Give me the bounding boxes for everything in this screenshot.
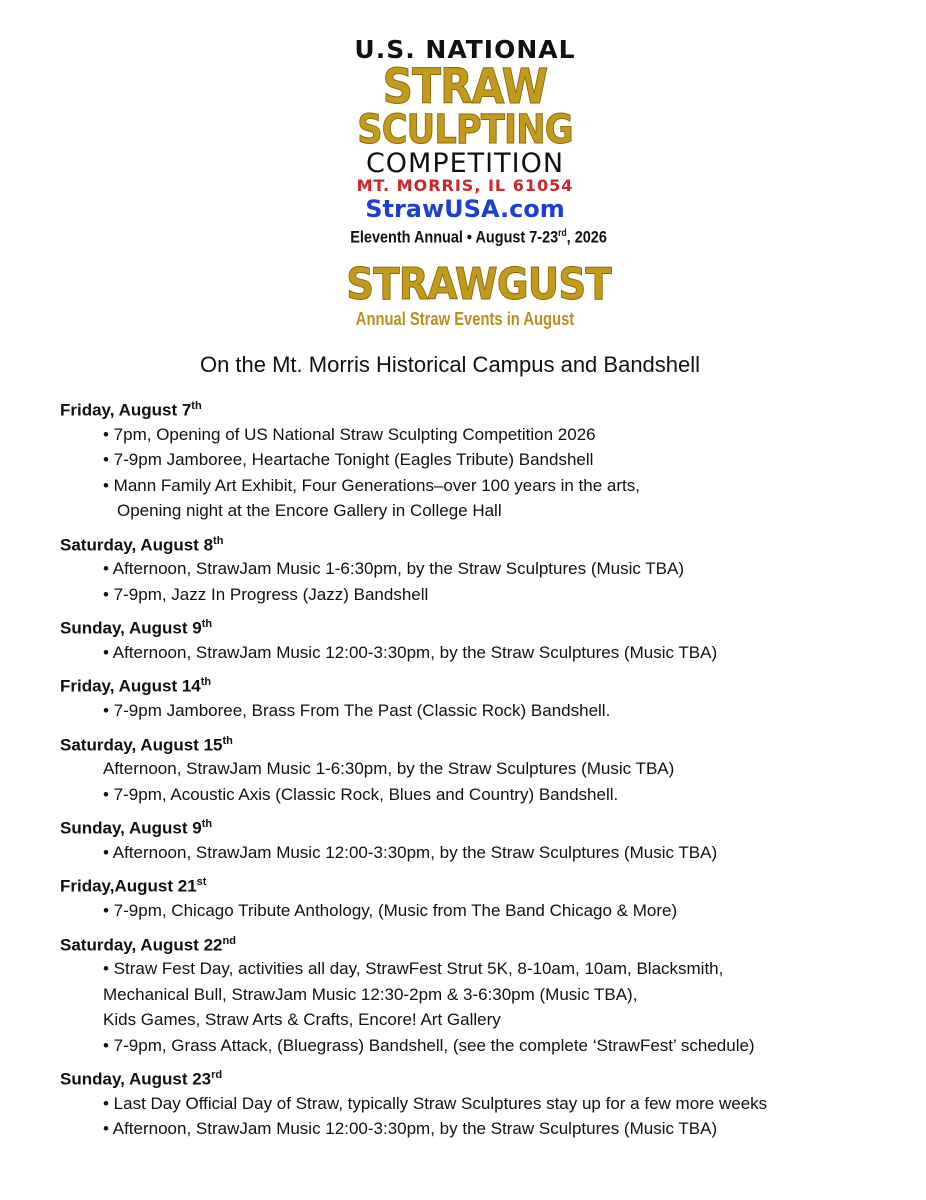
logo-dates — [350, 223, 607, 249]
logo-line-straw: STRAW — [382, 59, 548, 115]
event-entry: Afternoon, StrawJam Music 1-6:30pm, by the Straw Sculptures (Music TBA) — [103, 759, 675, 779]
day-title-text: Sunday, August 9 — [60, 818, 202, 838]
event-entry: • Afternoon, StrawJam Music 12:00-3:30pm, by the Straw Sculptures (Music TBA) — [103, 842, 718, 862]
day-title-text: Sunday, August 9 — [60, 618, 202, 638]
event-entry: Kids Games, Straw Arts & Crafts, Encore! Art Gallery — [103, 1010, 501, 1030]
event-entry: • Afternoon, StrawJam Music 12:00-3:30pm, by the Straw Sculptures (Music TBA) — [103, 642, 718, 662]
event-entry: • 7-9pm Jamboree, Heartache Tonight (Eagles Tribute) Bandshell — [103, 450, 594, 470]
event-entry: • Mann Family Art Exhibit, Four Generations–over 100 years in the arts, — [103, 475, 640, 495]
day-title-sup: th — [222, 734, 233, 747]
day-title — [60, 395, 900, 422]
event-entry: • 7-9pm, Jazz In Progress (Jazz) Bandshell — [103, 584, 429, 604]
logo-line-competition: COMPETITION — [365, 148, 565, 179]
day-title-text: Friday, August 7 — [60, 400, 192, 420]
day-title — [60, 671, 900, 698]
day-title — [60, 930, 900, 957]
day-title-text: Saturday, August 8 — [60, 535, 214, 555]
day-block — [60, 530, 900, 608]
event-entry: • 7-9pm, Chicago Tribute Anthology, (Music from The Band Chicago & More) — [103, 901, 678, 921]
day-title-text: Sunday, August 23 — [60, 1069, 212, 1089]
day-title-sup: nd — [222, 934, 236, 947]
strawgust-title: STRAWGUST — [346, 258, 611, 310]
event-entry: • Straw Fest Day, activities all day, StrawFest Strut 5K, 8-10am, 10am, Blacksmith, — [103, 959, 724, 979]
logo-dates-year: , 2026 — [566, 227, 607, 247]
event-entry: Mechanical Bull, StrawJam Music 12:30-2pm & 3-6:30pm (Music TBA), — [103, 984, 638, 1004]
day-title-sup: th — [191, 400, 202, 412]
day-title-sup: th — [200, 676, 212, 689]
day-block — [60, 613, 900, 665]
day-title-text: Friday, August 14 — [60, 677, 201, 697]
strawgust-tagline: Annual Straw Events in August — [355, 308, 575, 329]
event-entry: • Afternoon, StrawJam Music 1-6:30pm, by the Straw Sculptures (Music TBA) — [103, 559, 685, 579]
day-title-sup: st — [196, 876, 207, 889]
day-title-sup: th — [213, 534, 224, 547]
event-entry: Opening night at the Encore Gallery in College Hall — [117, 501, 502, 521]
event-entry: • 7-9pm, Acoustic Axis (Classic Rock, Blues and Country) Bandshell. — [103, 784, 619, 804]
day-title — [60, 1064, 900, 1091]
event-entry: • Last Day Official Day of Straw, typically Straw Sculptures stay up for a few more weeks — [103, 1093, 768, 1113]
day-block — [60, 395, 900, 524]
event-entry: • 7-9pm Jamboree, Brass From The Past (Classic Rock) Bandshell. — [103, 701, 611, 721]
logo-line-location: MT. MORRIS, IL 61054 — [356, 176, 574, 195]
event-entry: • Afternoon, StrawJam Music 12:00-3:30pm, by the Straw Sculptures (Music TBA) — [103, 1119, 718, 1139]
day-block — [60, 813, 900, 865]
day-title — [60, 613, 900, 640]
day-title-text: Saturday, August 22 — [60, 935, 223, 955]
day-title — [60, 871, 900, 898]
day-block — [60, 871, 900, 923]
logo-website: StrawUSA.com — [365, 195, 565, 223]
day-block — [60, 930, 900, 1059]
competition-logo — [330, 35, 611, 329]
logo-dates-main: Eleventh Annual • August 7-23 — [350, 227, 559, 247]
day-block — [60, 730, 900, 808]
day-block — [60, 671, 900, 723]
day-title-sup: th — [201, 818, 213, 831]
page-subtitle: On the Mt. Morris Historical Campus and Bandshell — [199, 352, 701, 377]
logo-line-us-national: U.S. NATIONAL — [354, 35, 576, 64]
day-title-text: Saturday, August 15 — [60, 735, 223, 755]
day-title-sup: rd — [211, 1069, 223, 1082]
logo-line-sculpting: SCULPTING — [357, 107, 573, 153]
day-title-text: Friday,August 21 — [60, 877, 197, 897]
day-title-sup: th — [201, 618, 213, 631]
event-entry: • 7-9pm, Grass Attack, (Bluegrass) Bandshell, (see the complete ‘StrawFest’ schedule) — [103, 1035, 755, 1055]
day-title — [60, 530, 900, 557]
event-schedule — [60, 395, 900, 1148]
event-entry: • 7pm, Opening of US National Straw Sculpting Competition 2026 — [103, 424, 596, 444]
day-title — [60, 730, 900, 757]
logo-dates-sup: rd — [558, 228, 567, 239]
day-block — [60, 1064, 900, 1142]
day-title — [60, 813, 900, 840]
